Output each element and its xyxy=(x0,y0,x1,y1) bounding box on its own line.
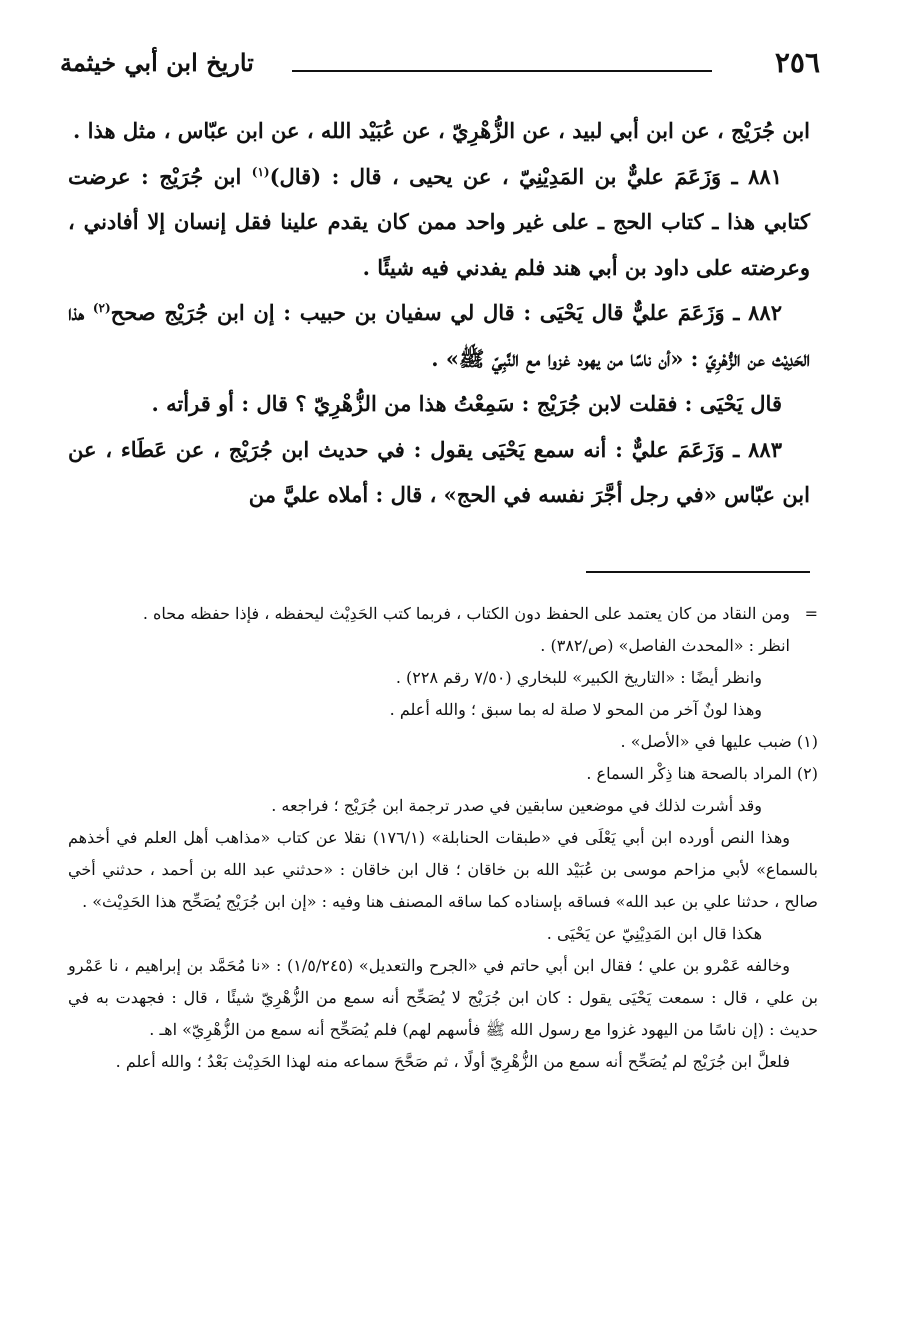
book-title: تاريخ ابن أبي خيثمة xyxy=(60,48,254,77)
paragraph-882-rest: هذا الحَدِيْث عن الزُّهْرِيّ : «أن ناسًا من يهود غزوا مع النَّبِيّ ﷺ» . xyxy=(68,300,810,371)
footnote-line: انظر : «المحدث الفاصل» (ص/٣٨٢) . xyxy=(540,636,790,655)
footnote-line: = ومن النقاد من كان يعتمد على الحفظ دون الكتاب ، فربما كتب الحَدِيْث ليحفظه ، فإذا حفظه محاه . xyxy=(68,598,818,630)
paragraph-881-rest: ابن جُرَيْج : عرضت كتابي هذا ـ كتاب الحج ـ على غير واحد ممن كان يقدم علينا فقل إنسان إلا أفادني ، وعرضته على داود بن أبي هند فلم يفدني فيه شيئًا . xyxy=(68,163,810,280)
footnote-ref-1: (١) xyxy=(251,164,270,179)
paragraph-882-start: ٨٨٢ ـ وَزَعَمَ عليٌّ قال يَحْيَى : قال لي سفيان بن حبيب : إن ابن جُرَيْج صحح xyxy=(110,300,782,325)
paragraph-continuation: ابن جُرَيْج ، عن ابن أبي لبيد ، عن الزُّهْرِيّ ، عن عُبَيْد الله ، عن ابن عبّاس ، مثل هذا . xyxy=(73,118,810,143)
paragraph-882 xyxy=(68,290,810,381)
footnote-line: وهذا لونٌ آخر من المحو لا صلة له بما سبق ؛ والله أعلم . xyxy=(389,700,762,719)
paragraph-883: ٨٨٣ ـ وَزَعَمَ عليٌّ : أنه سمع يَحْيَى يقول : في حديث ابن جُرَيْج ، عن عَطَاء ، عن ابن عبّاس «في رجل أجَّرَ نفسه في الحج» ، قال : أملاه عليَّ من xyxy=(68,436,810,507)
footnote-line: وانظر أيضًا : «التاريخ الكبير» للبخاري (٧/٥٠ رقم ٢٢٨) . xyxy=(395,668,762,687)
footnotes xyxy=(68,598,818,1078)
footnote-line: فلعلَّ ابن جُرَيْج لم يُصَحِّح أنه سمع من الزُّهْرِيّ أولًا ، ثم صَحَّحَ سماعه منه لهذا الحَدِيْث بَعْدُ ؛ والله أعلم . xyxy=(115,1052,790,1071)
footnote-line: هكذا قال ابن المَدِيْنِيّ عن يَحْيَى . xyxy=(546,924,762,943)
page-number: ٢٥٦ xyxy=(774,46,820,79)
footnote-ref-2: (٢) xyxy=(92,301,111,315)
footnote-separator xyxy=(586,571,810,573)
footnote-line: وقد أشرت لذلك في موضعين سابقين في صدر ترجمة ابن جُرَيْج ؛ فراجعه . xyxy=(271,796,762,815)
footnote-1: (١) ضبب عليها في «الأصل» . xyxy=(620,732,818,751)
paragraph-qala-yahya: قال يَحْيَى : فقلت لابن جُرَيْج : سَمِعْتُ هذا من الزُّهْرِيّ ؟ قال : أو قرأته . xyxy=(151,391,782,416)
page-header xyxy=(60,44,820,88)
footnote-line: وهذا النص أورده ابن أبي يَعْلَى في «طبقات الحنابلة» (١٧٦/١) نقلا عن كتاب «مذاهب أهل العلم في أخذهم بالسماع» لأبي مزاحم موسى بن عُبَيْد الله بن خاقان ؛ قال ابن خاقان : «حدثني عبد الله بن أحمد ، حدثني أخي صالح ، حدثنا علي بن عبد الله» فساقه بإسناده كما ساقه المصنف هنا وفيه : «إن ابن جُرَيْج يُصَحِّح هذا الحَدِيْث» . xyxy=(68,828,818,911)
footnote-line: وخالفه عَمْرو بن علي ؛ فقال ابن أبي حاتم في «الجرح والتعديل» (١/٥/٢٤٥) : «نا مُحَمَّد بن إبراهيم ، نا عَمْرو بن علي ، قال : سمعت يَحْيَى يقول : كان ابن جُرَيْج لا يُصَحِّح أنه سمع من الزُّهْرِيّ شيئًا ، قال : فجهدت به في حديث : (إن ناسًا من اليهود غزوا مع رسول الله ﷺ فأسهم لهم) فلم يُصَحِّح أنه سمع من الزُّهْرِيّ» اهـ . xyxy=(68,956,818,1039)
header-rule xyxy=(292,70,712,72)
footnote-2: (٢) المراد بالصحة هنا ذِكْر السماع . xyxy=(586,764,818,783)
paragraph-881 xyxy=(68,154,810,291)
paragraph-881-start: ٨٨١ ـ وَزَعَمَ عليٌّ بن المَدِيْنِيّ ، عن يحيى ، قال : (قال) xyxy=(269,163,782,189)
main-text xyxy=(68,108,810,518)
